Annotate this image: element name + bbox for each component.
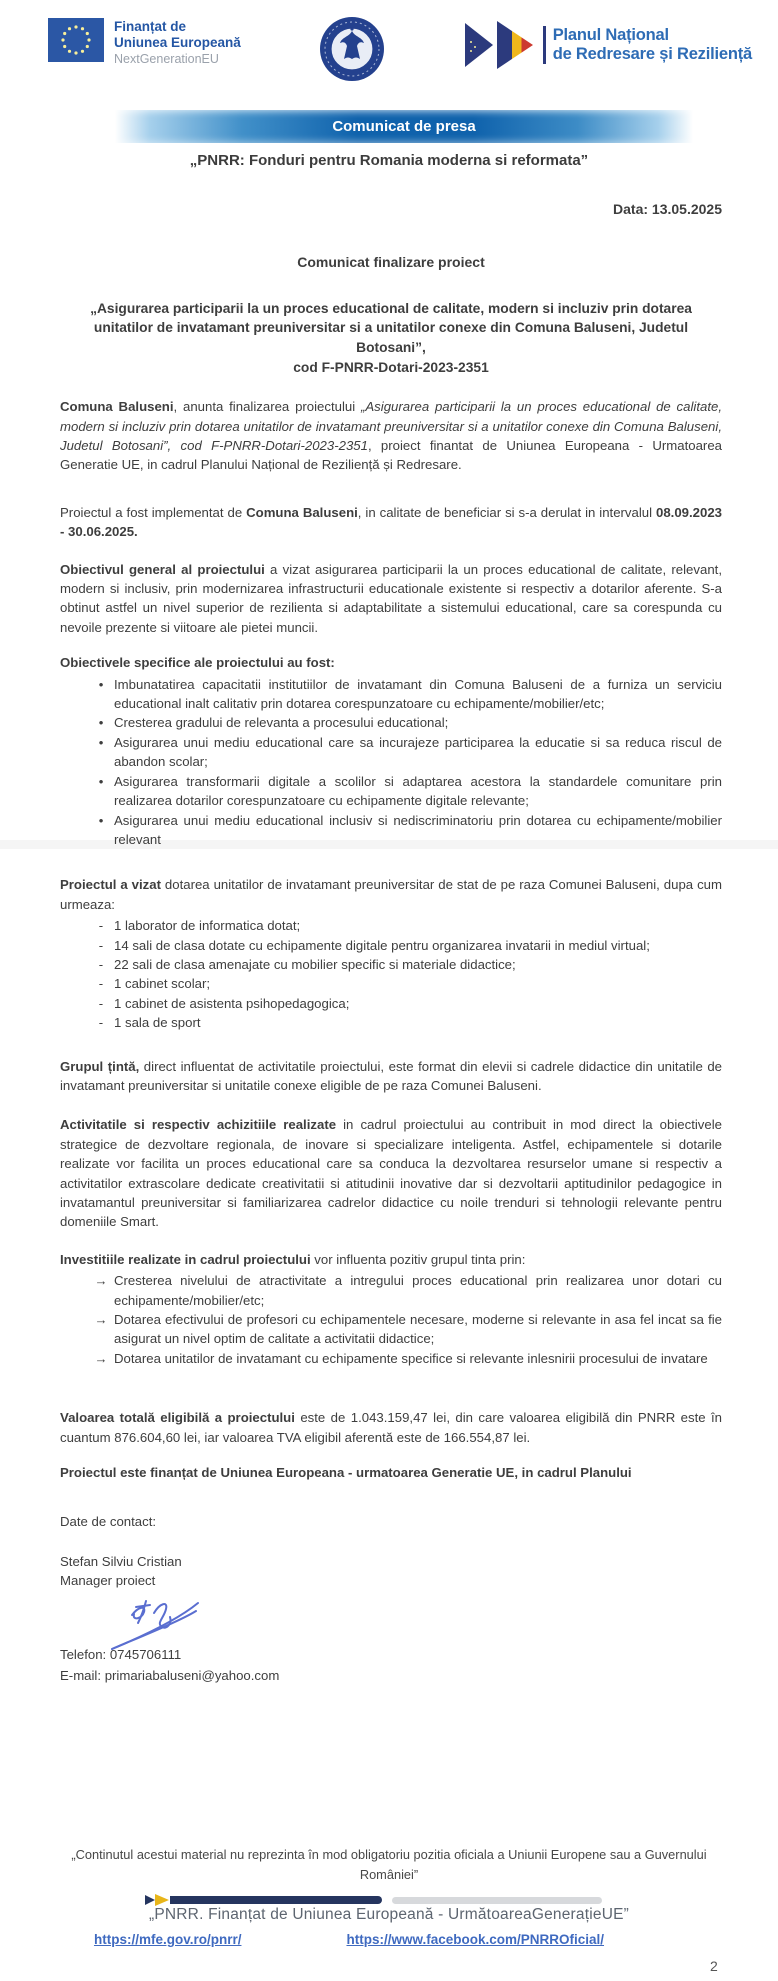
pnrr-logo	[463, 20, 752, 70]
text-run: Grupul țintă,	[60, 1058, 140, 1074]
eu-funding-logo	[48, 18, 241, 68]
text-run: Proiectul a vizat	[60, 877, 161, 893]
list-item-text: Cresterea gradului de relevanta a procesului educational;	[114, 715, 449, 731]
list-marker: -	[98, 937, 104, 953]
text-run: dotarea unitatilor de invatamant preuniversitar de stat de pe raza Comunei Baluseni, dupa cum urmeaza:	[60, 877, 722, 912]
list-item-text: 22 sali de clasa amenajate cu mobilier specific si materiale didactice;	[114, 956, 516, 972]
list-marker: →	[94, 1312, 108, 1328]
text-run: Valoarea totală eligibilă a proiectului	[60, 1410, 295, 1426]
list-item-text: Dotarea efectivului de profesori cu echipamentele necesare, moderne si relevante in asa fel incat sa fie asigurat un nivel optim de calitate a activitatii didactice;	[114, 1312, 722, 1347]
document-title: Comunicat finalizare proiect	[297, 254, 485, 271]
list-item	[88, 811, 722, 850]
contact-label: Date de contact:	[60, 1514, 157, 1530]
investments-heading	[60, 1250, 722, 1269]
list-item-text: Asigurarea unui mediu educational care sa incurajeze participarea la educatie si sa reduca riscul de abandon scolar;	[114, 734, 722, 770]
eu-logo-line1: Finanțat de	[114, 19, 187, 34]
text-run: vor influenta pozitiv grupul tinta prin:	[310, 1251, 526, 1267]
specific-objectives-list	[60, 675, 722, 850]
list-marker: •	[98, 734, 104, 750]
document-content	[60, 170, 722, 1686]
eu-logo-text	[114, 18, 241, 68]
list-item	[88, 675, 722, 714]
romanian-government-emblem-icon	[319, 16, 385, 82]
list-item-text: 14 sali de clasa dotate cu echipamente digitale pentru organizarea invatarii in mediul virtual;	[114, 937, 650, 953]
text-run: Activitatile si respectiv achizitiile realizate	[60, 1117, 337, 1133]
total-value-paragraph	[60, 1408, 722, 1447]
page-number: 2	[710, 1958, 718, 1974]
text-run: Proiectul a fost implementat de	[60, 504, 247, 520]
specific-objectives-heading	[60, 653, 722, 672]
pnrr-logo-line1: Planul Național	[552, 26, 669, 44]
footer-links	[0, 1932, 698, 1947]
list-item	[88, 994, 722, 1013]
list-item	[88, 936, 722, 955]
banner-title: Comunicat de presa	[332, 118, 476, 135]
list-item	[88, 1013, 722, 1032]
list-marker: -	[98, 995, 104, 1011]
general-objective-paragraph	[60, 560, 722, 638]
project-code: cod F-PNRR-Dotari-2023-2351	[293, 359, 489, 375]
list-marker: •	[98, 812, 104, 828]
target-group-paragraph	[60, 1057, 722, 1096]
body-blocks	[60, 397, 722, 1482]
contact-email: E-mail: primariabaluseni@yahoo.com	[60, 1668, 280, 1684]
text-run: direct influentat de activitatile proiectului, este format din elevii si cadrele didactice din unitatile de invatamant preuniversitar si unitatile conexe eligible de pe raza Comunei Baluseni.	[60, 1058, 722, 1093]
footer-bar-navy	[170, 1896, 382, 1904]
list-marker: •	[98, 773, 104, 789]
list-item-text: 1 cabinet scolar;	[114, 976, 211, 992]
mfe-link[interactable]: https://mfe.gov.ro/pnrr/	[93, 1932, 242, 1947]
list-marker: →	[94, 1273, 108, 1289]
text-run: Investitiile realizate in cadrul proiectului	[60, 1251, 311, 1267]
text-run: este de 1.043.159,47 lei, din care valoarea eligibilă din PNRR este în cuantum 876.604,60 lei, iar valoarea TVA eligibil aferentă este de 166.554,87 lei.	[60, 1410, 722, 1445]
list-item	[88, 1310, 722, 1349]
project-title-text: „Asigurarea participarii la un proces educational de calitate, modern si incluziv prin dotarea unitatilor de invatamant preuniversitar si a unitatilor conexe din Comuna Baluseni, Judetul Botosani”,	[90, 300, 692, 355]
contact-name: Stefan Silviu Cristian	[60, 1553, 182, 1569]
facebook-pnrr-link[interactable]: https://www.facebook.com/PNRROficial/	[346, 1932, 605, 1947]
contact-role: Manager proiect	[60, 1573, 156, 1589]
footer-bar-ghost	[392, 1897, 602, 1904]
project-title	[60, 299, 722, 377]
list-marker: -	[98, 918, 104, 934]
list-item	[88, 974, 722, 993]
investments-list	[60, 1271, 722, 1368]
list-item-text: Asigurarea unui mediu educational inclusiv si nediscriminatoriu prin dotarea cu echipamente/mobilier relevant	[114, 812, 722, 847]
text-run: Obiectivul general al proiectului	[60, 561, 265, 577]
list-item	[88, 772, 722, 811]
list-item-text: 1 sala de sport	[114, 1015, 201, 1031]
pnrr-motto: „PNRR: Fonduri pentru Romania moderna si reformata”	[189, 152, 589, 169]
footer-bar-graphic	[145, 1893, 602, 1907]
text-run: in cadrul proiectului au contribuit in mod direct la obiectivele strategice de dezvoltare regionala, de inovare si specializare inteligenta. Astfel, echipamentele si dotarile realizate vor facilita un proces educational care sa conduca la dezvoltarea resurselor umane si respectiv a activitatilor extrascolare dedicate creativitatii si atitudinii inovative dar si dezvoltarii aptitudinilor pedagogice in invatamantul preuniversitar si familiarizarea cadrelor didactice cu noile trenduri si tehnologii relevante pentru domeniile Smart.	[60, 1117, 722, 1230]
list-marker: -	[98, 956, 104, 972]
implementation-paragraph	[60, 503, 722, 542]
pnrr-logo-line2: de Redresare și Reziliență	[552, 45, 752, 63]
text-run: Obiectivele specifice ale proiectului au fost:	[60, 655, 335, 671]
text-run: a vizat asigurarea participarii la un proces educational de calitate, relevant, modern si inclusiv, prin modernizarea infrastructurii educationale existente si respectiv a dotarilor aferente. S-a obtinut astfel un nivel superior de rezilienta si adaptabilitate a sistemului educational, care sa corespunda cu nevoile prezente si viitoare ale pietei muncii.	[60, 561, 722, 635]
footer-arrows-icon	[145, 1893, 173, 1907]
list-item-text: Cresterea nivelului de atractivitate a intregului proces educational prin realizarea unor dotari cu echipamente/mobilier/etc;	[114, 1273, 722, 1308]
list-item-text: Dotarea unitatilor de invatamant cu echipamente specifice si relevante inlesnirii procesului de invatare	[114, 1350, 708, 1366]
endowment-list	[60, 916, 722, 1032]
pnrr-arrows-icon	[463, 20, 535, 70]
footer-disclaimer: „Continutul acestui material nu reprezinta în mod obligatoriu pozitia oficiala a Uniunii Europene sau a Guvernului României”	[71, 1847, 707, 1882]
list-marker: -	[98, 1015, 104, 1031]
list-item-text: 1 cabinet de asistenta psihopedagogica;	[114, 995, 350, 1011]
list-item	[88, 955, 722, 974]
endowment-paragraph	[60, 875, 722, 914]
list-item-text: Asigurarea transformarii digitale a scolilor si adaptarea acestora la standardele comunitare prin realizarea dotarilor corespunzatoare cu echipamente digitale relevante;	[114, 773, 722, 809]
list-item	[88, 733, 722, 772]
activities-paragraph	[60, 1115, 722, 1231]
pnrr-logo-text	[543, 26, 752, 64]
text-run: , anunta finalizarea proiectului	[173, 399, 361, 415]
list-marker: -	[98, 976, 104, 992]
text-run: „Asigurarea participarii la un proces educational de calitate, modern si incluziv prin dotarea unitatilor de invatamant preuniversitar si a unitatilor conexe din Comuna Baluseni, Judetul Botosani”, cod F-PNRR-Dotari-2023-2351	[60, 399, 722, 453]
text-run: Comuna Baluseni	[60, 399, 174, 415]
list-item-text: 1 laborator de informatica dotat;	[114, 918, 301, 934]
contact-phone: Telefon: 0745706111	[60, 1646, 182, 1662]
press-release-banner	[115, 110, 693, 143]
intro-paragraph	[60, 397, 722, 475]
list-item	[88, 916, 722, 935]
eu-flag-icon	[48, 18, 104, 62]
eu-logo-line3: NextGenerationEU	[114, 52, 219, 66]
header-logos	[48, 18, 752, 82]
text-run: 08.09.2023 - 30.06.2025.	[60, 504, 723, 540]
text-run: , proiect finantat de Uniunea Europeana - Urmatoarea Generatie UE, in cadrul Planului Național de Reziliență și Redresare.	[60, 438, 722, 473]
date-line: Data: 13.05.2025	[613, 201, 722, 217]
list-item	[88, 1271, 722, 1310]
text-run: Proiectul este finanțat de Uniunea Europeana - urmatoarea Generatie UE, in cadrul Planului	[60, 1465, 632, 1481]
text-run: , in calitate de beneficiar si s-a derulat in intervalul	[357, 504, 656, 520]
text-run: Comuna Baluseni	[246, 504, 358, 520]
footer-pnrr-line: „PNRR. Finanțat de Uniunea Europeană - UrmătoareaGenerațieUE”	[148, 1906, 629, 1923]
list-item	[88, 713, 722, 732]
eu-logo-line2: Uniunea Europeană	[114, 35, 241, 50]
list-item	[88, 1349, 722, 1368]
list-marker: •	[98, 676, 104, 692]
list-item-text: Imbunatatirea capacitatii institutiilor de invatamant din Comuna Baluseni de a furniza un serviciu educational inalt calitativ prin dotarea corespunzatoare cu echipamente/mobilier/etc;	[114, 676, 722, 712]
financing-paragraph	[60, 1463, 722, 1482]
list-marker: •	[98, 715, 104, 731]
signature-image	[102, 1593, 212, 1655]
list-marker: →	[94, 1350, 108, 1366]
